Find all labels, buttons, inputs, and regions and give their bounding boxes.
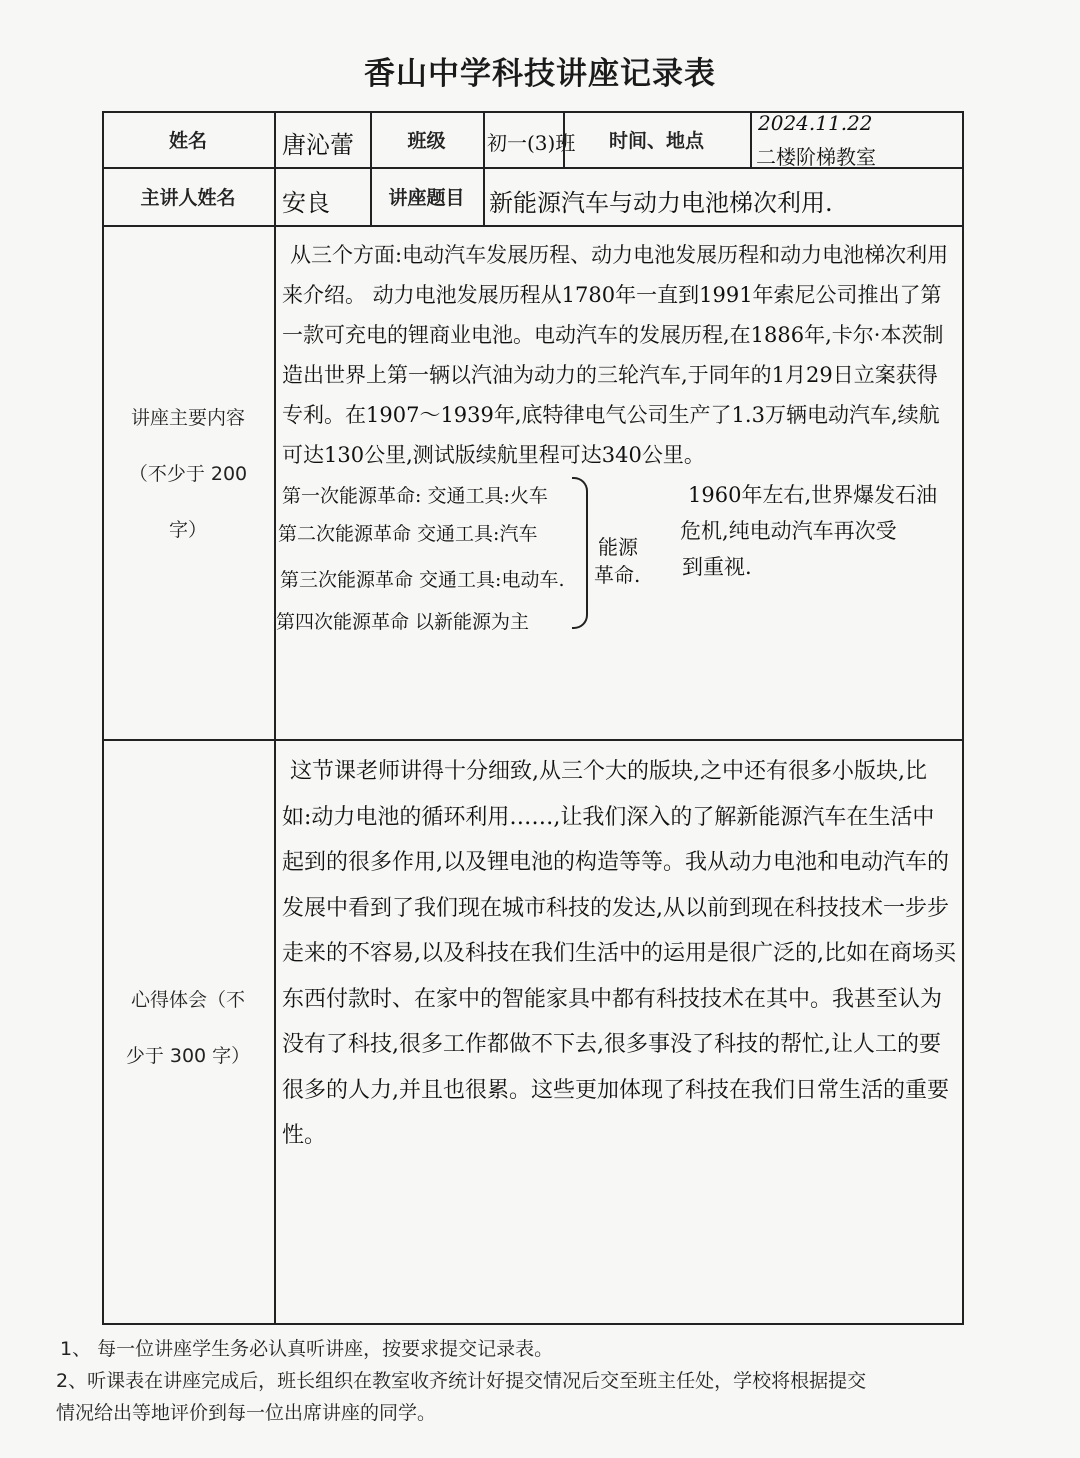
time-place-label: 时间、地点 <box>608 129 704 152</box>
revolution-2: 第二次能源革命 交通工具:汽车 <box>278 523 538 545</box>
topic-value: 新能源汽车与动力电池梯次利用. <box>489 189 833 217</box>
record-table <box>102 111 964 1325</box>
footer-note-1: 1、 每一位讲座学生务必认真听讲座，按要求提交记录表。 <box>60 1338 554 1360</box>
content-label-line2: （不少于 200 <box>128 463 248 485</box>
speaker-label: 主讲人姓名 <box>140 186 236 209</box>
footer-note-2: 2、听课表在讲座完成后，班长组织在教室收齐统计好提交情况后交至班主任处，学校将根据提交 <box>56 1370 867 1392</box>
row-divider <box>102 225 964 227</box>
class-label: 班级 <box>407 129 446 152</box>
date-value: 2024.11.22 <box>758 111 873 135</box>
topic-label: 讲座题目 <box>388 186 465 209</box>
column-divider <box>274 111 276 1325</box>
table-border-bottom <box>102 1323 964 1325</box>
row-divider <box>102 739 964 741</box>
form-title: 香山中学科技讲座记录表 <box>364 56 716 92</box>
column-divider <box>750 111 752 167</box>
revolution-4: 第四次能源革命 以新能源为主 <box>276 611 530 633</box>
name-value: 唐沁蕾 <box>282 131 354 159</box>
content-label-line3: 字） <box>168 519 207 541</box>
content-label-line1: 讲座主要内容 <box>130 407 245 429</box>
reflection-paragraph: 这节课老师讲得十分细致,从三个大的版块,之中还有很多小版块,比如:动力电池的循环利用……,让我们深入的了解新能源汽车在生活中起到的很多作用,以及锂电池的构造等等。我从动力电池和电动汽车的发展中看到了我们现在城市科技的发达,从以前到现在科技技术一步步走来的不容易,以及科技在我们生活中的运用是很广泛的,比如在商场买东西付款时、在家中的智能家具中都有科技技术在其中。我甚至认为没有了科技,很多工作都做不下去,很多事没了科技的帮忙,让人工的要很多的人力,并且也很累。这些更加体现了科技在我们日常生活的重要性。 <box>282 759 956 1148</box>
side-note-line2: 危机,纯电动汽车再次受 <box>680 519 897 543</box>
content-paragraph: 从三个方面:电动汽车发展历程、动力电池发展历程和动力电池梯次利用来介绍。 动力电池发展历程从1780年一直到1991年索尼公司推出了第一款可充电的锂商业电池。电动汽车的发展历程,在1886年,卡尔·本茨制造出世界上第一辆以汽油为动力的三轮汽车,于同年的1月29日立案获得专利。在1907～1939年,底特律电气公司生产了1.3万辆电动汽车,续航可达130公里,测试版续航里程可达340公里。 <box>282 243 949 467</box>
class-value: 初一(3)班 <box>487 131 576 155</box>
reflection-label-line2: 少于 300 字） <box>125 1045 251 1067</box>
speaker-value: 安良 <box>282 189 330 217</box>
revolution-3: 第三次能源革命 交通工具:电动车. <box>280 569 565 591</box>
footer-note-3: 情况给出等地评价到每一位出席讲座的同学。 <box>56 1402 437 1424</box>
column-divider <box>483 111 485 225</box>
reflection-label-line1: 心得体会（不 <box>130 989 245 1011</box>
side-note-line3: 到重视. <box>682 555 752 579</box>
brace-label-line1: 能源 <box>598 535 638 559</box>
revolution-1: 第一次能源革命: 交通工具:火车 <box>282 485 548 507</box>
place-value: 二楼阶梯教室 <box>756 145 876 169</box>
table-border-right <box>962 111 964 1325</box>
brace-mark <box>572 477 588 629</box>
table-border-left <box>102 111 104 1325</box>
name-label: 姓名 <box>168 129 207 152</box>
brace-label-line2: 革命. <box>594 563 641 587</box>
side-note-line1: 1960年左右,世界爆发石油 <box>688 483 938 507</box>
